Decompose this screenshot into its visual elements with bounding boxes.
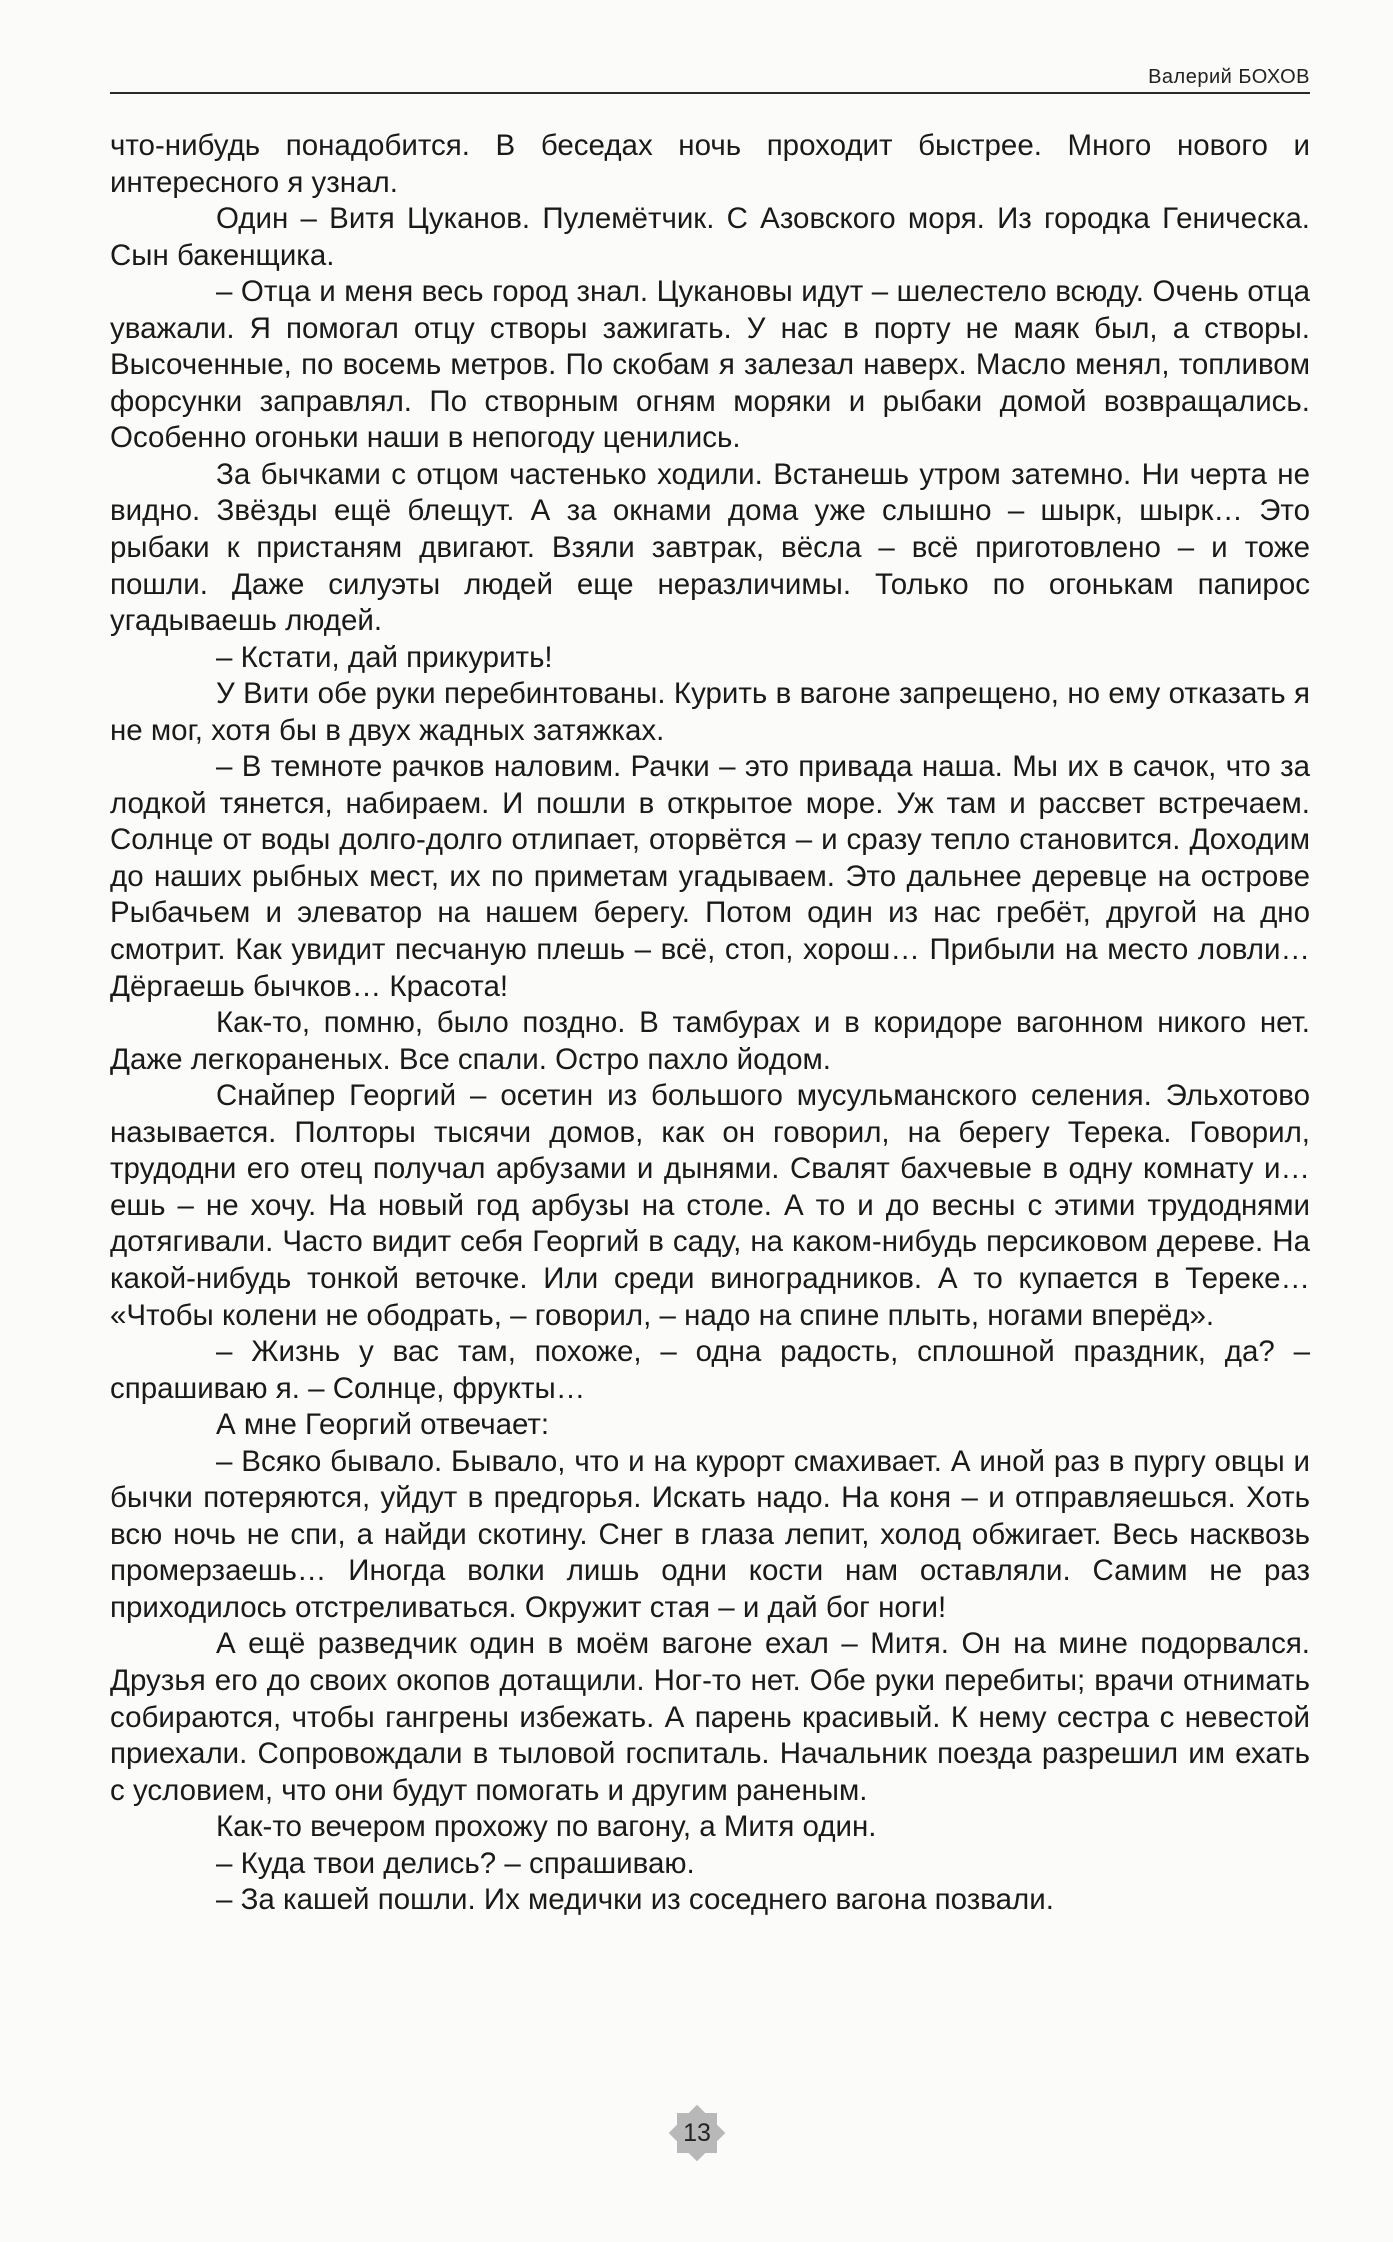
paragraph: Как-то, помню, было поздно. В тамбурах и в коридоре вагонном никого нет. Даже легкораненых. Все спали. Остро пахло йодом. bbox=[110, 1006, 1310, 1076]
paragraph: что-нибудь понадобится. В беседах ночь проходит быстрее. Много нового и интересного я узнал. bbox=[110, 129, 1310, 199]
paragraph: Как-то вечером прохожу по вагону, а Митя один. bbox=[216, 1810, 877, 1844]
running-head-title: Валерий БОХОВ bbox=[1148, 66, 1310, 88]
paragraph: – Кстати, дай прикурить! bbox=[216, 640, 553, 674]
body-text bbox=[110, 128, 1310, 1919]
paragraph: Один – Витя Цуканов. Пулемётчик. С Азовского моря. Из городка Геническа. Сын бакенщика. bbox=[110, 202, 1310, 272]
paragraph: За бычками с отцом частенько ходили. Встанешь утром затемно. Ни черта не видно. Звёзды ещё блещут. А за окнами дома уже слышно – шырк, шырк… Это рыбаки к пристаням двигают. Взяли завтрак, вёсла – всё приготовлено – и тоже пошли. Даже силуэты людей еще неразличимы. Только по огонькам папирос угадываешь людей. bbox=[110, 457, 1310, 638]
paragraph: – За кашей пошли. Их медички из соседнего вагона позвали. bbox=[216, 1883, 1054, 1917]
paragraph: Снайпер Георгий – осетин из большого мусульманского селения. Эльхотово называется. Полторы тысячи домов, как он говорил, на берегу Терека. Говорил, трудодни его отец получал арбузами и дынями. Свалят бахчевые в одну комнату и… ешь – не хочу. На новый год арбузы на столе. А то и до весны с этими трудоднями дотягивали. Часто видит себя Георгий в саду, на каком-нибудь персиковом дереве. На какой-нибудь тонкой веточке. Или среди виноградников. А то купается в Тереке… «Чтобы колени не ободрать, – говорил, – надо на спине плыть, ногами вперёд». bbox=[110, 1079, 1310, 1332]
paragraph: А ещё разведчик один в моём вагоне ехал – Митя. Он на мине подорвался. Друзья его до своих окопов дотащили. Ног-то нет. Обе руки перебиты; врачи отнимать собираются, чтобы гангрены избежать. А парень красивый. К нему сестра с невестой приехали. Сопровождали в тыловой госпиталь. Начальник поезда разрешил им ехать с условием, что они будут помогать и другим раненым. bbox=[110, 1627, 1310, 1807]
paragraph: – Всяко бывало. Бывало, что и на курорт смахивает. А иной раз в пургу овцы и бычки потеряются, уйдут в предгорья. Искать надо. На коня – и отправляешься. Хоть всю ночь не спи, а найди скотину. Снег в глаза лепит, холод обжигает. Весь насквозь промерзаешь… Иногда волки лишь одни кости нам оставляли. Самим не раз приходилось отстреливаться. Окружит стая – и дай бог ноги! bbox=[110, 1444, 1310, 1624]
paragraph: – Куда твои делись? – спрашиваю. bbox=[216, 1846, 695, 1880]
running-header bbox=[110, 62, 1310, 94]
paragraph: – В темноте рачков наловим. Рачки – это привада наша. Мы их в сачок, что за лодкой тянется, набираем. И пошли в открытое море. Уж там и рассвет встречаем. Солнце от воды долго-долго отлипает, оторвётся – и сразу тепло становится. Доходим до наших рыбных мест, их по приметам угадываем. Это дальнее деревце на острове Рыбачьем и элеватор на нашем берегу. Потом один из нас гребёт, другой на дно смотрит. Как увидит песчаную плешь – всё, стоп, хорош… Прибыли на место ловли… Дёргаешь бычков… Красота! bbox=[110, 750, 1310, 1003]
page-number: 13 bbox=[683, 2119, 711, 2147]
paragraph: – Жизнь у вас там, похоже, – одна радость, сплошной праздник, да? – спрашиваю я. – Солнце, фрукты… bbox=[110, 1335, 1310, 1405]
page-number-badge bbox=[672, 2108, 722, 2158]
paragraph: А мне Георгий отвечает: bbox=[216, 1408, 550, 1442]
paragraph: – Отца и меня весь город знал. Цукановы идут – шелестело всюду. Очень отца уважали. Я помогал отцу створы зажигать. У нас в порту не маяк был, а створы. Высоченные, по восемь метров. По скобам я залезал наверх. Масло менял, топливом форсунки заправлял. По створным огням моряки и рыбаки домой возвращались. Особенно огоньки наши в непогоду ценились. bbox=[110, 275, 1310, 455]
paragraph: У Вити обе руки перебинтованы. Курить в вагоне запрещено, но ему отказать я не мог, хотя бы в двух жадных затяжках. bbox=[110, 677, 1310, 747]
